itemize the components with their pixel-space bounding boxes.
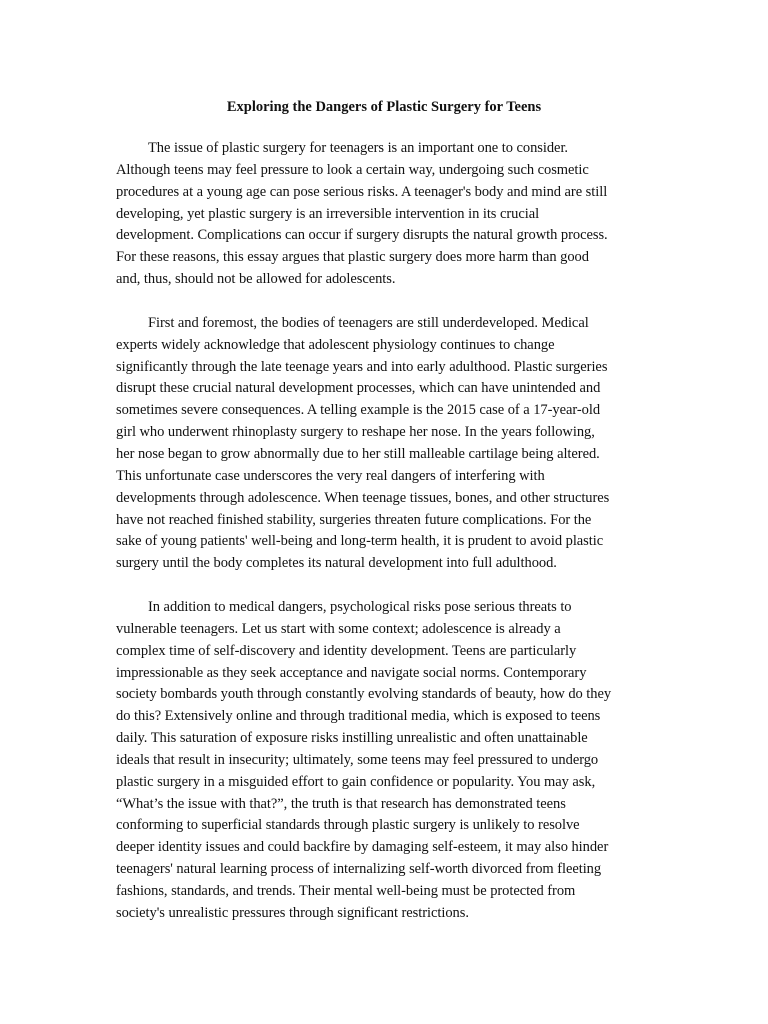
text-line: and, thus, should not be allowed for adolescents. xyxy=(116,271,396,288)
text-line: ideals that result in insecurity; ultimately, some teens may feel pressured to undergo xyxy=(116,751,599,768)
text-line: do this? Extensively online and through traditional media, which is exposed to teens xyxy=(116,708,601,725)
text-line: have not reached finished stability, surgeries threaten future complications. For the xyxy=(116,511,592,528)
text-line: fashions, standards, and trends. Their mental well-being must be protected from xyxy=(116,883,576,899)
paragraph-introduction xyxy=(116,138,652,291)
text-line: In addition to medical dangers, psychological risks pose serious threats to xyxy=(148,599,572,616)
text-line: This unfortunate case underscores the very real dangers of interfering with xyxy=(116,467,545,484)
text-line: impressionable as they seek acceptance and navigate social norms. Contemporary xyxy=(116,664,587,681)
text-line: For these reasons, this essay argues that plastic surgery does more harm than good xyxy=(116,249,589,266)
text-line: developments through adolescence. When teenage tissues, bones, and other structures xyxy=(116,489,610,506)
text-line: development. Complications can occur if surgery disrupts the natural growth process. xyxy=(116,227,608,244)
text-line: teenagers' natural learning process of internalizing self-worth divorced from fleeting xyxy=(116,861,602,878)
text-line: society's unrealistic pressures through significant restrictions. xyxy=(116,904,469,921)
paragraph-psychological-risks xyxy=(116,597,652,925)
text-line: sometimes severe consequences. A telling example is the 2015 case of a 17-year-old xyxy=(116,402,601,419)
text-line: her nose began to grow abnormally due to her still malleable cartilage being altered. xyxy=(116,445,600,462)
text-line: girl who underwent rhinoplasty surgery to reshape her nose. In the years following, xyxy=(116,424,595,441)
text-line: complex time of self-discovery and identity development. Teens are particularly xyxy=(116,642,577,659)
text-line: procedures at a young age can pose serious risks. A teenager's body and mind are still xyxy=(116,183,608,200)
document-title: Exploring the Dangers of Plastic Surgery for Teens xyxy=(226,99,542,115)
text-line: sake of young patients' well-being and long-term health, it is prudent to avoid plastic xyxy=(116,533,604,550)
text-line: First and foremost, the bodies of teenagers are still underdeveloped. Medical xyxy=(148,314,589,331)
text-line: daily. This saturation of exposure risks instilling unrealistic and often unattainable xyxy=(116,730,588,747)
text-line: developing, yet plastic surgery is an irreversible intervention in its crucial xyxy=(116,205,540,222)
text-line: vulnerable teenagers. Let us start with some context; adolescence is already a xyxy=(116,620,561,637)
text-line: conforming to superficial standards through plastic surgery is unlikely to resolve xyxy=(116,817,580,834)
text-line: surgery until the body completes its natural development into full adulthood. xyxy=(116,555,557,572)
text-line: deeper identity issues and could backfire by damaging self-esteem, it may also hinder xyxy=(116,839,609,856)
paragraph-medical-dangers xyxy=(116,313,652,575)
text-line: society bombards youth through constantly evolving standards of beauty, how do they xyxy=(116,686,612,703)
text-line: disrupt these crucial natural development processes, which can have unintended and xyxy=(116,380,601,397)
text-line: experts widely acknowledge that adolescent physiology continues to change xyxy=(116,336,555,353)
text-line: significantly through the late teenage years and into early adulthood. Plastic surgeries xyxy=(116,358,608,375)
text-line: “What’s the issue with that?”, the truth is that research has demonstrated teens xyxy=(116,795,566,812)
text-line: The issue of plastic surgery for teenagers is an important one to consider. xyxy=(148,140,568,156)
text-line: plastic surgery in a misguided effort to gain confidence or popularity. You may ask, xyxy=(116,773,596,790)
text-line: Although teens may feel pressure to look a certain way, undergoing such cosmetic xyxy=(116,161,589,178)
